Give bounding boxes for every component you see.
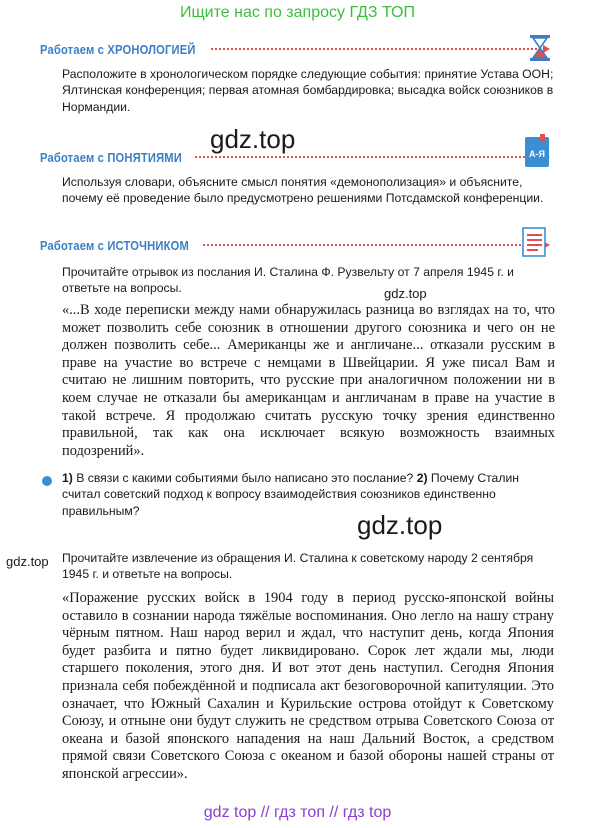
- bullet-icon: [42, 476, 52, 486]
- footer-watermark: gdz top // гдз топ // гдз top: [203, 804, 392, 821]
- question-number-1: 1): [62, 471, 73, 485]
- source-title: Работаем с ИСТОЧНИКОМ: [40, 237, 189, 253]
- question-1: В связи с какими событиями было написано это послание?: [76, 471, 414, 485]
- watermark: gdz.top: [210, 124, 296, 154]
- source-intro: Прочитайте отрывок из послания И. Сталина Ф. Рузвельту от 7 апреля 1945 г. и ответьте на вопросы.: [62, 265, 514, 296]
- hourglass-icon: [529, 34, 551, 62]
- question-number-2: 2): [416, 471, 428, 485]
- watermark: gdz.top: [6, 554, 49, 569]
- dotted-line: [195, 156, 537, 158]
- source-questions: [62, 470, 555, 519]
- concepts-text: Используя словари, объясните смысл понятия «демонополизация» и объясните, почему её проведение было предусмотрено решениями Потсдамской конференции.: [62, 175, 544, 206]
- concepts-title: Работаем с ПОНЯТИЯМИ: [40, 149, 182, 165]
- source-quote: «...В ходе переписки между нами обнаружилась разница во взглядах на то, что может позволить себе союзник в отношении другого союзника и чего он не должен позволить себе... Американцы же и англичане... отказали русским в праве на участие во встрече с немцами в Швейцарии. Я уже писал Вам и считаю не лишним повторить, что русские при аналогичном положении ни в коем случае не отказали бы американцам и англичанам в праве на участие в такой встрече. Я продолжаю считать русскую точку зрения единственно правильной, так как она исключает всякую возможность взаимных подозрений».: [62, 302, 555, 459]
- chronology-text: Расположите в хронологическом порядке следующие события: принятие Устава ООН; Ялтинская конференция; первая атомная бомбардировка; высадка войск союзников в Нормандии.: [62, 67, 554, 114]
- chronology-title: Работаем с ХРОНОЛОГИЕЙ: [40, 41, 196, 57]
- dotted-line: [203, 244, 537, 246]
- chronology-header: [40, 38, 550, 60]
- document-scroll-icon: [520, 226, 550, 258]
- svg-text:А-Я: А-Я: [529, 149, 545, 159]
- source-quote-2: «Поражение русских войск в 1904 году в период русско-японской войны оставило в сознании народа тяжёлые воспоминания. Оно легло на нашу страну чёрным пятном. Наш народ верил и ждал, что наступит день, когда Япония будет разбита и пятно будет ликвидировано. Сорок лет ждали мы, люди старшего поколения, этого дня. И вот этот день наступил. Сегодня Япония признала себя побеждённой и подписала акт безоговорочной капитуляции. Это означает, что Южный Сахалин и Курильские острова отойдут к Советскому Союзу, и отныне они будут служить не средством отрыва Советского Союза от океана и базой японского нападения на наш Дальний Восток, а средством прямой связи Советского Союза с океаном и базой обороны нашей страны от японской агрессии».: [62, 590, 554, 782]
- watermark: gdz.top: [357, 510, 443, 540]
- question-2: Почему Сталин считал советский подход к вопросу взаимодействия союзников единственно правильным?: [62, 471, 519, 518]
- watermark: gdz.top: [384, 286, 427, 301]
- source-intro-2: Прочитайте извлечение из обращения И. Сталина к советскому народу 2 сентября 1945 г. и ответьте на вопросы.: [62, 551, 534, 582]
- source-header: [40, 234, 550, 256]
- dotted-line: [211, 48, 537, 50]
- top-banner: Ищите нас по запросу ГДЗ ТОП: [180, 4, 415, 21]
- dictionary-icon: [524, 134, 550, 168]
